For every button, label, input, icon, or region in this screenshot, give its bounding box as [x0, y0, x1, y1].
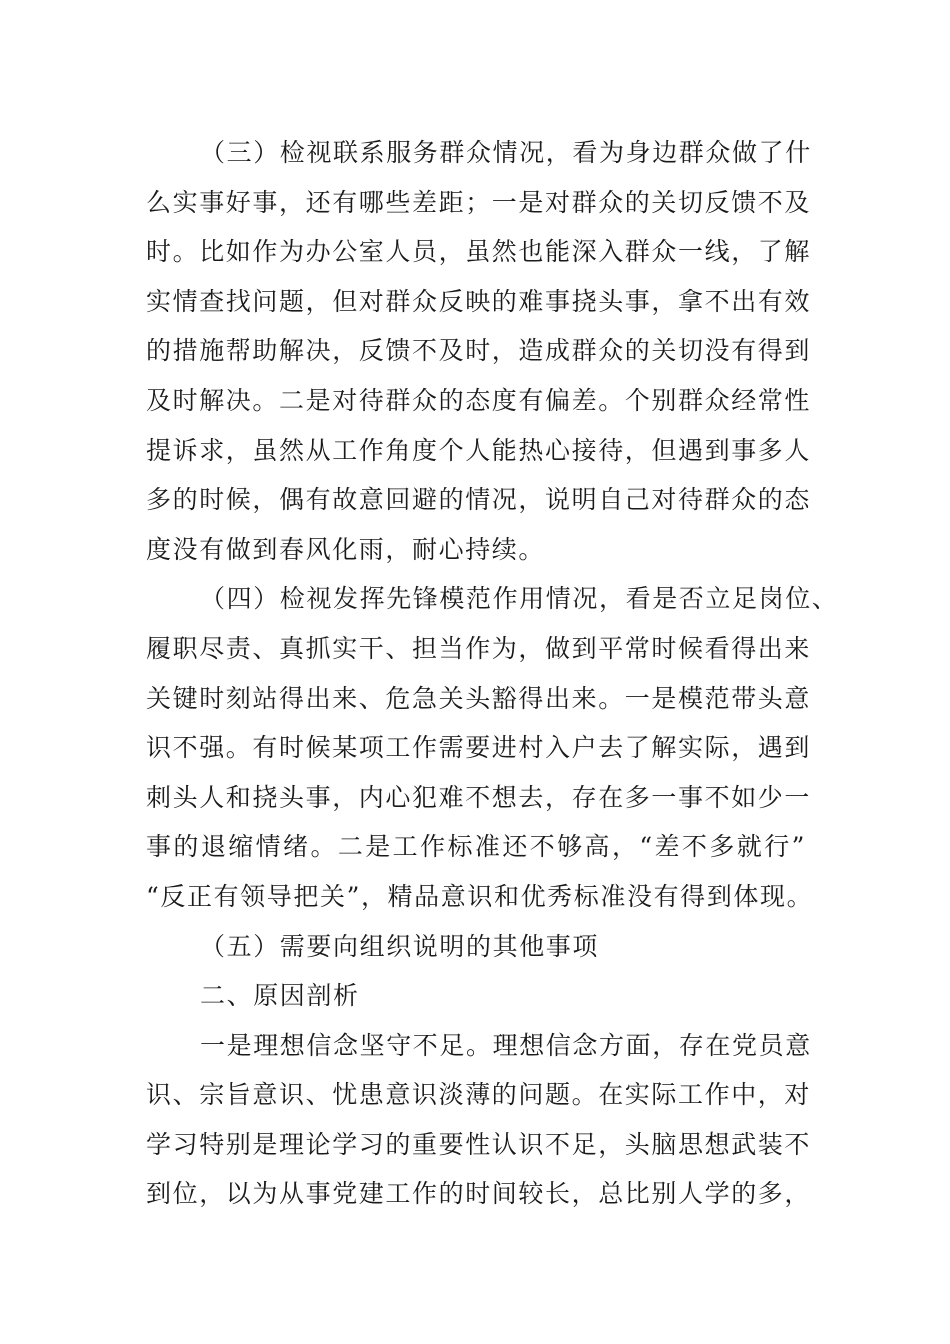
text-line: 事的退缩情绪。二是工作标准还不够高，“差不多就行”: [146, 832, 806, 862]
cause-1-heading-line: 一是理想信念坚守不足。理想信念方面，存在党员意: [200, 1030, 812, 1060]
paragraph-5-heading: （五）需要向组织说明的其他事项: [200, 931, 600, 961]
text-line: 多的时候，偶有故意回避的情况，说明自己对待群众的态: [146, 485, 812, 515]
paragraph-3-heading-line: （三）检视联系服务群众情况，看为身边群众做了什: [200, 138, 812, 167]
text-line: 及时解决。二是对待群众的态度有偏差。个别群众经常性: [146, 385, 812, 415]
text-line: 关键时刻站得出来、危急关头豁得出来。一是模范带头意: [146, 683, 812, 713]
text-line: “反正有领导把关”，精品意识和优秀标准没有得到体现。: [146, 881, 814, 911]
text-line: 的措施帮助解决，反馈不及时，造成群众的关切没有得到: [146, 336, 812, 366]
text-line: 识、宗旨意识、忧患意识淡薄的问题。在实际工作中，对: [146, 1080, 812, 1110]
text-line: 刺头人和挠头事，内心犯难不想去，存在多一事不如少一: [146, 782, 812, 812]
text-line: 学习特别是理论学习的重要性认识不足，头脑思想武装不: [146, 1129, 812, 1159]
text-line: 履职尽责、真抓实干、担当作为，做到平常时候看得出来: [146, 633, 812, 663]
text-line: 度没有做到春风化雨，耐心持续。: [146, 534, 546, 564]
text-line: 么实事好事，还有哪些差距；一是对群众的关切反馈不及: [146, 187, 812, 217]
text-line: 实情查找问题，但对群众反映的难事挠头事，拿不出有效: [146, 286, 812, 316]
paragraph-4-heading-line: （四）检视发挥先锋模范作用情况，看是否立足岗位、: [200, 584, 839, 614]
text-line: 时。比如作为办公室人员，虽然也能深入群众一线，了解: [146, 237, 812, 267]
text-line: 识不强。有时候某项工作需要进村入户去了解实际，遇到: [146, 733, 812, 763]
text-line: 到位，以为从事党建工作的时间较长，总比别人学的多，: [146, 1179, 812, 1209]
text-line: 提诉求，虽然从工作角度个人能热心接待，但遇到事多人: [146, 435, 812, 465]
document-body: [146, 128, 839, 1219]
section-2-heading: 二、原因剖析: [200, 981, 360, 1011]
